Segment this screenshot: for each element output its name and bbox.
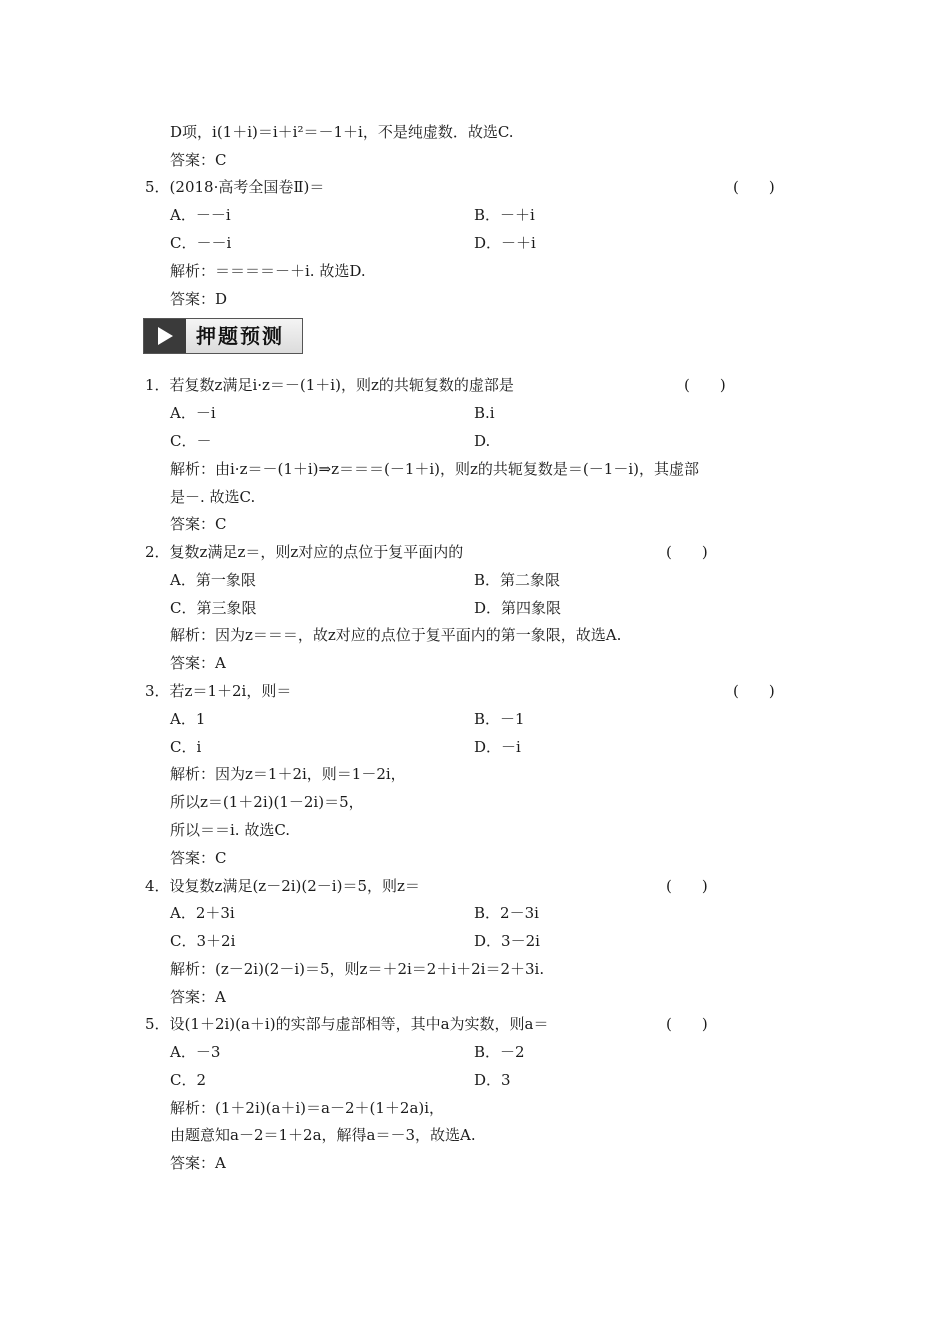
text-line: A．1 bbox=[170, 710, 206, 728]
section-title: 押题预测 bbox=[196, 324, 284, 348]
text-line: 答案：A bbox=[170, 1154, 226, 1172]
answer-blank: ( ) bbox=[666, 1015, 708, 1033]
text-line: C．2 bbox=[170, 1071, 207, 1089]
text-line: B．第二象限 bbox=[474, 571, 561, 589]
text-line: 所以＝＝i. 故选C. bbox=[170, 821, 291, 839]
text-line: C．第三象限 bbox=[170, 599, 257, 617]
text-line: 解析：因为z＝＝＝，故z对应的点位于复平面内的第一象限，故选A. bbox=[170, 626, 622, 644]
text-line: 5．(2018·高考全国卷Ⅱ)＝ bbox=[145, 178, 325, 196]
text-line: 所以z＝(1＋2i)(1－2i)＝5， bbox=[170, 793, 364, 811]
text-line: D．－i bbox=[474, 738, 521, 756]
text-line: 3．若z＝1＋2i，则＝ bbox=[145, 682, 292, 700]
answer-blank: ( ) bbox=[666, 877, 708, 895]
text-line: 答案：C bbox=[170, 515, 227, 533]
text-line: A．第一象限 bbox=[170, 571, 256, 589]
text-line: D项，i(1＋i)＝i＋i²＝－1＋i，不是纯虚数．故选C. bbox=[170, 123, 514, 141]
text-line: C．3＋2i bbox=[170, 932, 236, 950]
text-line: D．3－2i bbox=[474, 932, 540, 950]
text-line: 解析：(z－2i)(2－i)＝5，则z＝＋2i＝2＋i＋2i＝2＋3i. bbox=[170, 960, 545, 978]
text-line: D．3 bbox=[474, 1071, 511, 1089]
text-line: 答案：D bbox=[170, 290, 228, 308]
answer-blank: ( ) bbox=[733, 178, 775, 196]
text-line: 答案：A bbox=[170, 988, 226, 1006]
play-arrow-icon bbox=[158, 327, 173, 345]
text-line: 2．复数z满足z＝，则z对应的点位于复平面内的 bbox=[145, 543, 464, 561]
text-line: 答案：C bbox=[170, 151, 227, 169]
text-line: B．－＋i bbox=[474, 206, 535, 224]
text-line: B．2－3i bbox=[474, 904, 539, 922]
text-line: C．－ bbox=[170, 432, 212, 450]
text-line: 解析：因为z＝1＋2i，则＝1－2i， bbox=[170, 765, 406, 783]
answer-blank: ( ) bbox=[684, 376, 726, 394]
text-line: 4．设复数z满足(z－2i)(2－i)＝5，则z＝ bbox=[145, 877, 420, 895]
text-line: D．－＋i bbox=[474, 234, 536, 252]
answer-blank: ( ) bbox=[733, 682, 775, 700]
text-line: A．－3 bbox=[170, 1043, 221, 1061]
text-line: D. bbox=[474, 432, 491, 450]
text-line: 解析：由i·z＝－(1＋i)⇒z＝＝＝(－1＋i)，则z的共轭复数是＝(－1－i)，其虚部 bbox=[170, 460, 699, 478]
text-line: 5．设(1＋2i)(a＋i)的实部与虚部相等，其中a为实数，则a＝ bbox=[145, 1015, 549, 1033]
text-line: 答案：C bbox=[170, 849, 227, 867]
text-line: 答案：A bbox=[170, 654, 226, 672]
text-line: C．i bbox=[170, 738, 202, 756]
section-banner bbox=[143, 318, 303, 354]
text-line: A．2＋3i bbox=[170, 904, 235, 922]
text-line: B．－1 bbox=[474, 710, 525, 728]
text-line: C．－－i bbox=[170, 234, 232, 252]
text-line: D．第四象限 bbox=[474, 599, 562, 617]
text-line: B．－2 bbox=[474, 1043, 525, 1061]
text-line: 是－. 故选C. bbox=[170, 488, 256, 506]
text-line: 由题意知a－2＝1＋2a，解得a＝－3，故选A. bbox=[170, 1126, 476, 1144]
play-arrow-icon-box bbox=[144, 319, 186, 353]
text-line: 解析：(1＋2i)(a＋i)＝a－2＋(1＋2a)i， bbox=[170, 1099, 445, 1117]
text-line: 解析：＝＝＝＝－＋i. 故选D. bbox=[170, 262, 366, 280]
text-line: A．－i bbox=[170, 404, 216, 422]
text-line: A．－－i bbox=[170, 206, 231, 224]
answer-blank: ( ) bbox=[666, 543, 708, 561]
text-line: B.i bbox=[474, 404, 495, 422]
text-line: 1．若复数z满足i·z＝－(1＋i)，则z的共轭复数的虚部是 bbox=[145, 376, 514, 394]
